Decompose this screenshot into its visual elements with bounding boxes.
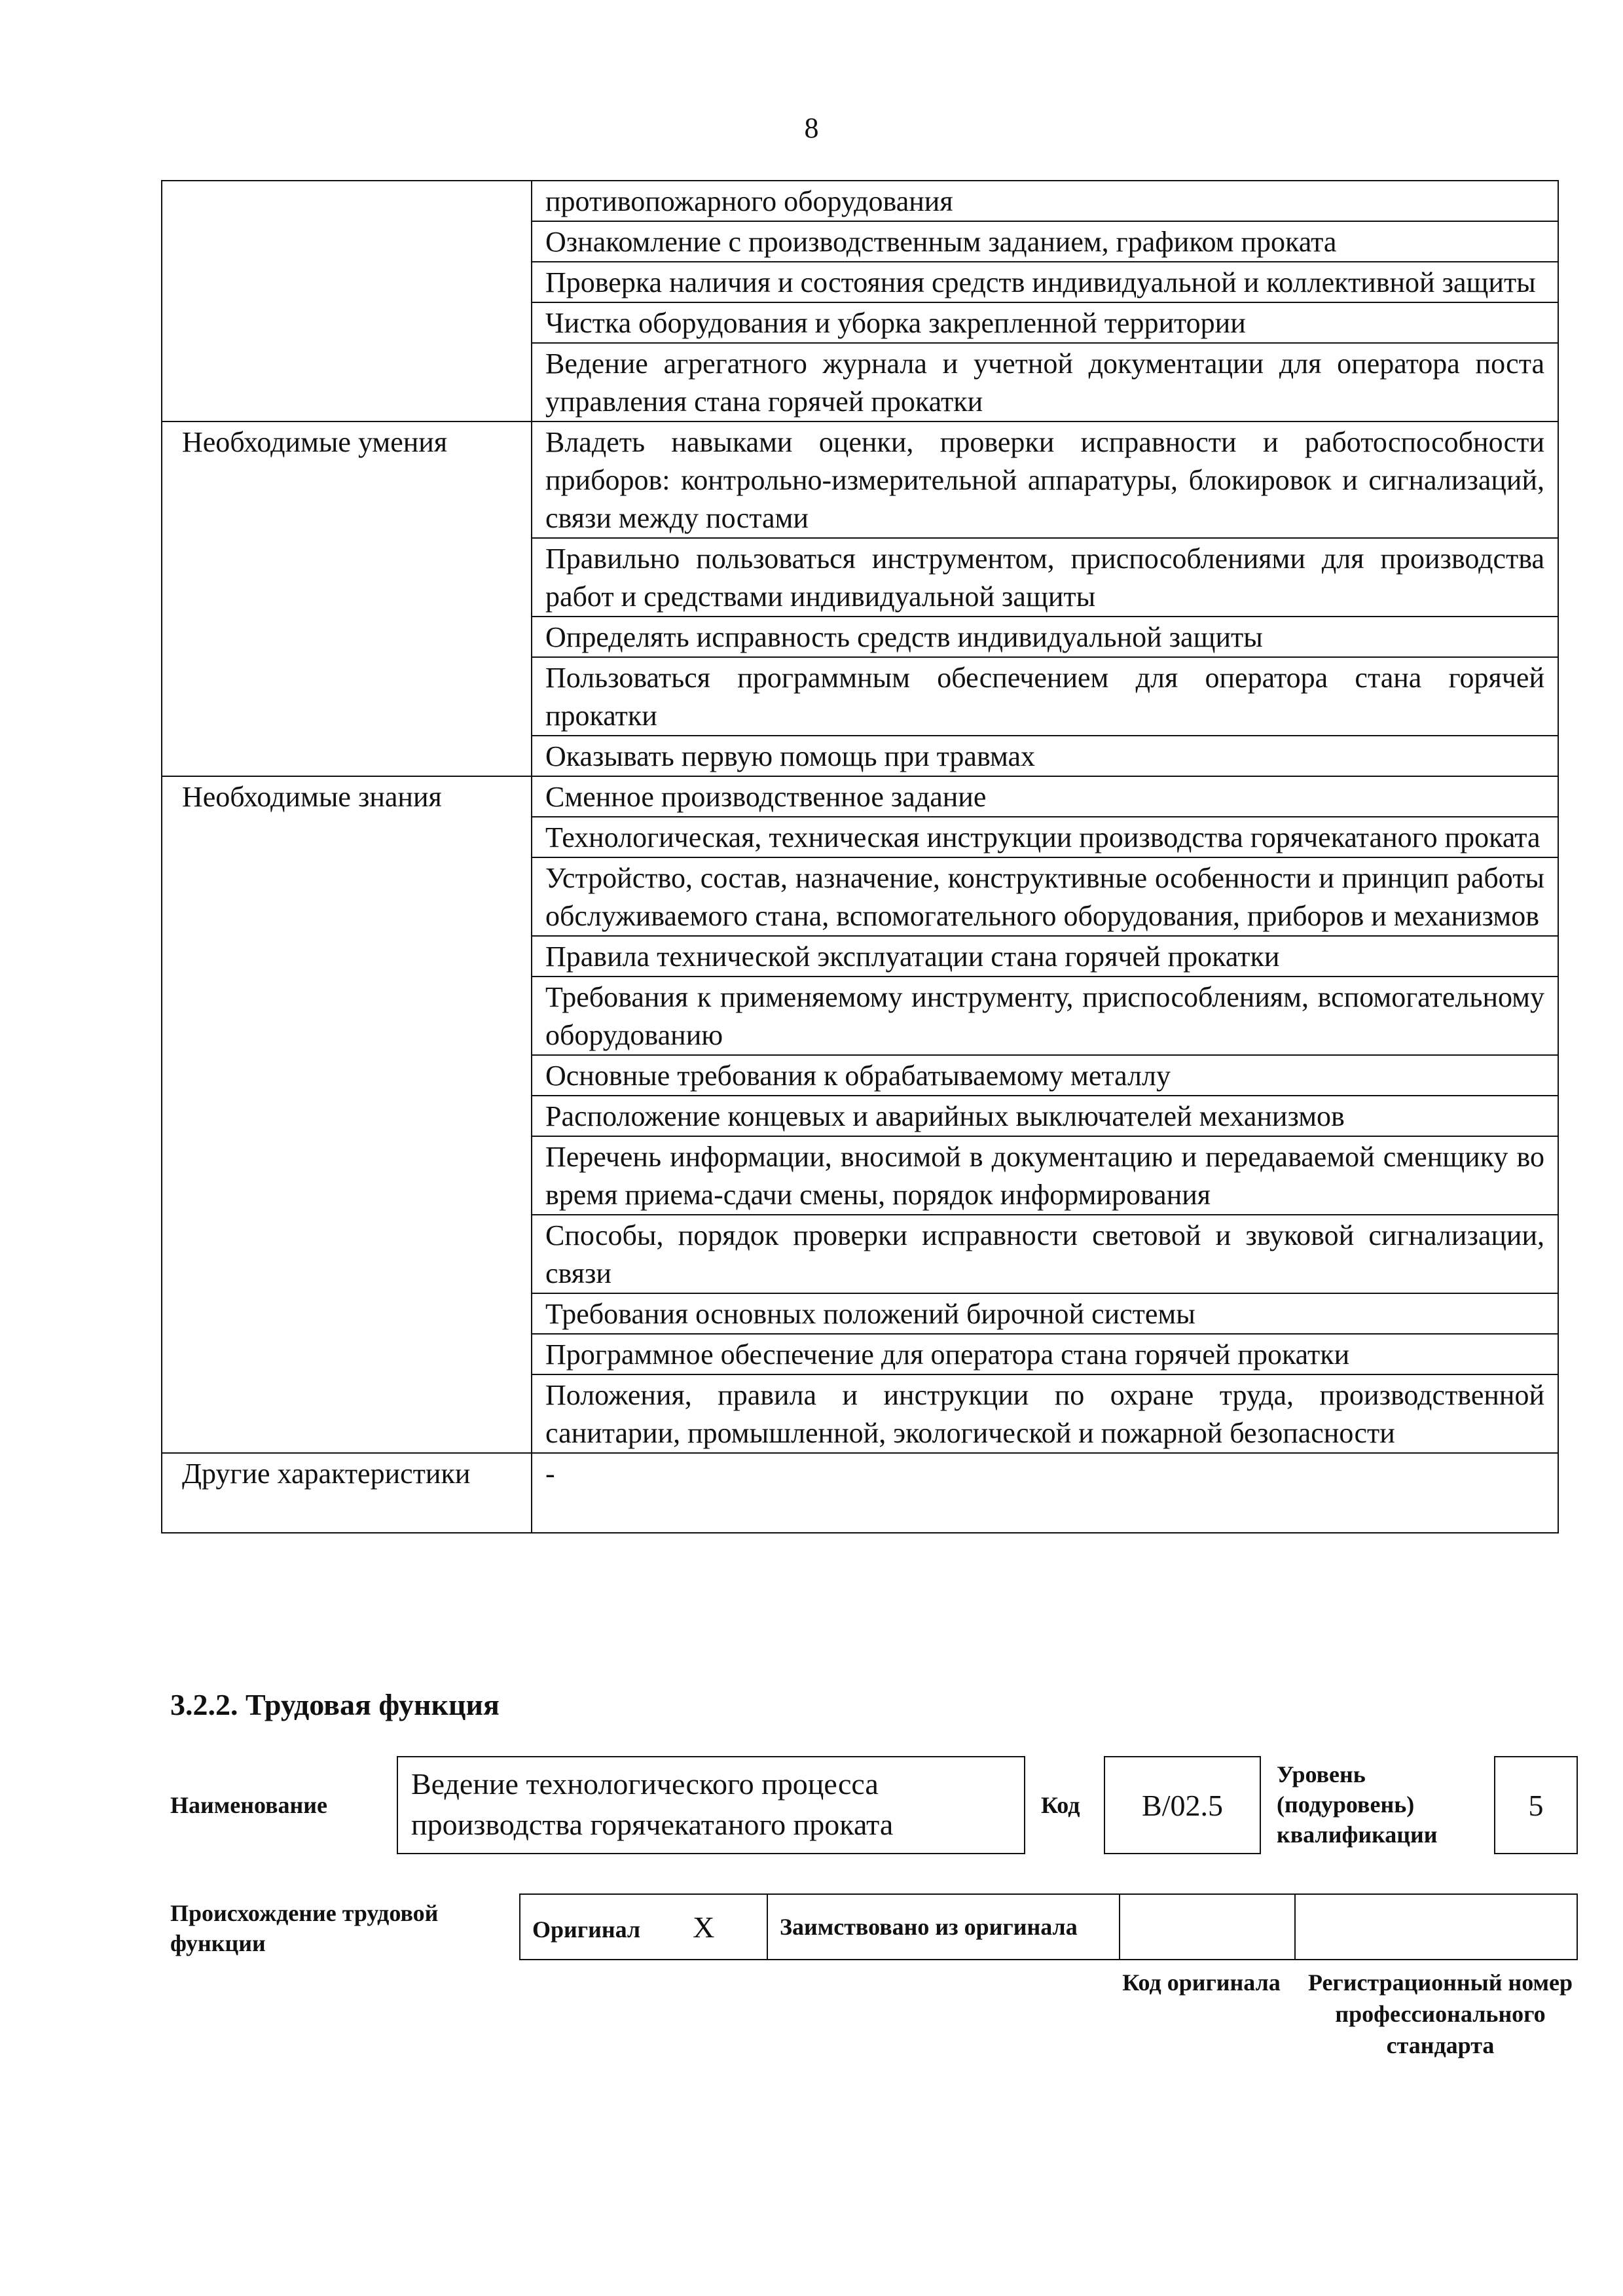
table-cell: Оказывать первую помощь при травмах <box>532 736 1558 776</box>
table-cell: Перечень информации, вносимой в документацию и передаваемой сменщику во время приема-сдачи смены, порядок информирования <box>532 1136 1558 1215</box>
origin-borrowed-cell: Заимствовано из оригинала <box>767 1894 1120 1960</box>
skills-label: Необходимые умения <box>162 422 532 776</box>
table-cell: Пользоваться программным обеспечением для оператора стана горячей прокатки <box>532 657 1558 736</box>
table-cell: Положения, правила и инструкции по охране труда, производственной санитарии, промышленной, экологической и пожарной безопасности <box>532 1374 1558 1453</box>
origin-reg-label: Регистрационный номер профессионального стандарта <box>1307 1969 1573 2058</box>
origin-code-cell <box>1120 1894 1295 1960</box>
table-cell: Расположение концевых и аварийных выключателей механизмов <box>532 1096 1558 1136</box>
code-value: B/02.5 <box>1104 1756 1261 1854</box>
knowledge-label: Необходимые знания <box>162 776 532 1453</box>
table-cell: - <box>532 1453 1558 1533</box>
origin-label: Происхождение трудовой функции <box>170 1900 439 1956</box>
level-label: Уровень (подуровень) квалификации <box>1277 1761 1438 1848</box>
work-function-table <box>161 180 1559 1534</box>
table-row <box>162 181 1558 221</box>
origin-code-label: Код оригинала <box>1122 1969 1281 1996</box>
table-cell: Ведение агрегатного журнала и учетной документации для оператора поста управления стана горячей прокатки <box>532 343 1558 422</box>
table-cell: Сменное производственное задание <box>532 776 1558 817</box>
table-cell: Программное обеспечение для оператора стана горячей прокатки <box>532 1334 1558 1374</box>
origin-reg-cell <box>1295 1894 1577 1960</box>
empty-label-cell <box>162 181 532 422</box>
table-cell: Требования основных положений бирочной системы <box>532 1293 1558 1334</box>
table-cell: Чистка оборудования и уборка закрепленной территории <box>532 302 1558 343</box>
table-cell: Проверка наличия и состояния средств индивидуальной и коллективной защиты <box>532 262 1558 302</box>
page-number: 8 <box>804 112 819 144</box>
origin-original-cell <box>520 1894 767 1960</box>
table-cell: Требования к применяемому инструменту, приспособлениям, вспомогательному оборудованию <box>532 977 1558 1055</box>
table-cell: противопожарного оборудования <box>532 181 1558 221</box>
section-title: 3.2.2. Трудовая функция <box>170 1688 500 1721</box>
table-cell: Правила технической эксплуатации стана горячей прокатки <box>532 936 1558 977</box>
table-cell: Ознакомление с производственным заданием, графиком проката <box>532 221 1558 262</box>
table-cell: Способы, порядок проверки исправности световой и звуковой сигнализации, связи <box>532 1215 1558 1293</box>
table-cell: Основные требования к обрабатываемому металлу <box>532 1055 1558 1096</box>
code-label: Код <box>1041 1792 1080 1818</box>
origin-original-label: Оригинал <box>532 1916 641 1943</box>
table-cell: Технологическая, техническая инструкции производства горячекатаного проката <box>532 817 1558 857</box>
table-row <box>162 422 1558 538</box>
other-label: Другие характеристики <box>162 1453 532 1533</box>
table-cell: Определять исправность средств индивидуальной защиты <box>532 617 1558 657</box>
origin-table <box>519 1893 1578 1960</box>
level-value: 5 <box>1494 1756 1578 1854</box>
name-value: Ведение технологического процесса производства горячекатаного проката <box>397 1756 1025 1854</box>
table-cell: Устройство, состав, назначение, конструктивные особенности и принцип работы обслуживаемого стана, вспомогательного оборудования, приборов и механизмов <box>532 857 1558 936</box>
table-cell: Владеть навыками оценки, проверки исправности и работоспособности приборов: контрольно-измерительной аппаратуры, блокировок и сигнализаций, связи между постами <box>532 422 1558 538</box>
table-row <box>162 1453 1558 1533</box>
name-label: Наименование <box>170 1792 327 1818</box>
origin-mark: X <box>693 1910 715 1944</box>
table-row <box>162 776 1558 817</box>
table-cell: Правильно пользоваться инструментом, приспособлениями для производства работ и средствами индивидуальной защиты <box>532 538 1558 617</box>
